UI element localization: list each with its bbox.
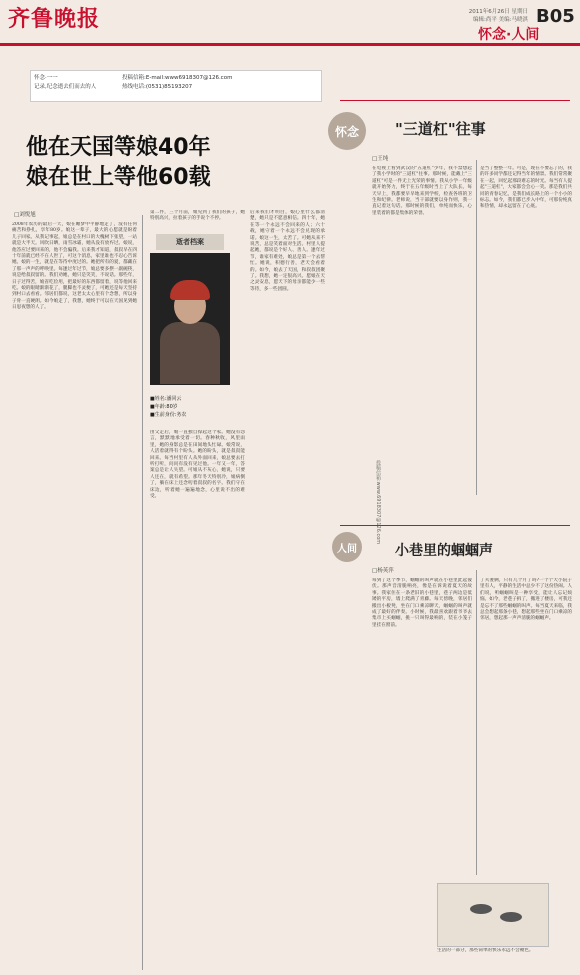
article3-title: 小巷里的蝈蝈声	[395, 543, 493, 559]
column-intro	[34, 74, 114, 92]
caption-age: ■年龄:80岁	[150, 404, 178, 410]
article3-text-col2: 了夫妻俩，只有几个月了吗?一个个大小院子里有人，平静的生活中总少不了这份热闹。人们说，听蝈蝈叫是一种享受，能让人忘记烦恼。如今，老巷子拆了，搬进了楼房，可我还是忘不了那些蝈蝈的叫声。每当夏天来临，我总会想起那条小巷，想起那些坐在门口乘凉的邻居，想起那一声声清脆的蝈蝈声。	[480, 578, 572, 622]
article3-text-end: 生活的一部分，那些简单的快乐永远不会褪色。	[437, 948, 534, 953]
article3-text-col1: 每到了这个季节，蝈蝈的叫声就在小巷里此起彼伏。那声音清脆响亮，像是在诉说着夏天的故事。我家住在一条老旧的小巷里，巷子两边是低矮的平房，墙上爬满了青藤。每天傍晚，邻居们搬出小板凳，坐在门口乘凉聊天，蝈蝈的叫声就成了最好的伴奏。小时候，我最喜欢跟着爷爷去集市上买蝈蝈，挑一只叫得最响的，装在小笼子里挂在窗前。	[372, 578, 472, 628]
article1-text-col2: 由父走后，娘一直独自撑起这个家。她没有怨言，默默地承受着一切。春种秋收，风里雨里，她的身影总是在田间地头忙碌。娘常说，人活着就得有个盼头。她的盼头，就是叔叔能回来。每当村里有人从外面回来，娘总要去打听打听，问问有没有见过他。一年又一年，答案总是让人失望。可娘从不灰心，她说，只要人还在，就有希望。那年冬天特别冷，娘病倒了，躺在床上还念叨着叔叔的名字。我们守在床边，听着她一遍遍地念，心里说不出的难受。	[150, 430, 245, 500]
article1-text-col1: 2008年农历的最后一天，娘在睡梦中平静地走了，没有任何痛苦和挣扎，享年80岁。娘这一辈子，最大的心愿就是盼着儿子回家。从我记事起，娘总是在村口的大槐树下张望，一站就是大半天。风吹日晒，雨雪冰霜，她从没有放弃过。娘说，他答应过要回来的，他不会骗我。后来我才知道，叔叔早在四十年前就已经不在人世了，可这个消息，家里谁也不忍心告诉她。娘的一生，就是在等待中度过的。她把所有的爱，都藏在了那一声声的呼唤里。每逢过年过节，娘总要多摆一副碗筷，说是给叔叔留的。我们劝她，她只是笑笑，不说话。那些年，日子过得苦，娘省吃俭用，把最好的东西都留着，说等他回来吃。娘的眼睛渐渐花了，腿脚也不灵便了，可她还是每天坚持到村口去看看。邻居们都说，这老太太心里有个念想，所以身子骨一直硬朗。如今娘走了，我想，她终于可以在天国见到她日思夜想的人了。	[12, 222, 137, 311]
article2-text-col2: 是当了整整一年。可是，现在不要忘了的，我的许多同学都还记得当年的情景。我们常常聚在一起，回忆起那段难忘的时光。每当有人提起"三道杠"，大家都会会心一笑。那是我们共同的青春记忆，是我们成长路上的一个小小的标志。如今，我们都已步入中年，可那份纯真和热情，却永远留在了心底。	[480, 166, 572, 210]
caption-role: ■生前身份:务农	[150, 412, 187, 418]
photo-label: 逝者档案	[156, 234, 224, 250]
section-title: 怀念·人间	[478, 27, 540, 43]
article2-text-col1: 在电视上看到武汉的"五道杠"少年，我不禁想起了我小学时的"三道杠"往事。那时候，能戴上"三道杠"可是一件无上光荣的事情。我从小学一年级就开始努力，终于在五年级时当上了大队长。每天早上，我都要早早地来到学校，检查各班的卫生和纪律。老师说，当干部就要以身作则，我一直记着这句话。那时候的我们，单纯而快乐，心里装着的都是集体的荣誉。	[372, 166, 472, 216]
page-number: B05	[536, 6, 575, 27]
sidebar-vertical-text: 投稿信箱:www.6918307@126.com	[375, 460, 381, 545]
insect-illustration-1	[470, 904, 492, 914]
contact-info	[122, 74, 312, 92]
portrait-hat	[170, 280, 210, 300]
column-name: 怀念·一一	[34, 75, 58, 81]
article2-title: "三道杠"往事	[395, 120, 486, 138]
insect-illustration-2	[500, 912, 522, 922]
headline-line-1: 他在天国等娘40年	[26, 135, 211, 160]
article3-divider	[476, 570, 477, 875]
article1-text-col3: 后来我们才明白，娘心里什么都清楚，她只是不愿意相信。四十年，她在等一个永远不会回来的人；六十载，她守着一个永远不会兑现的承诺。娘这一生，太苦了。可她从来不说苦，总是笑着面对生活。村里人提起她，都说是个好人、善人。逢年过节，谁家有难处，娘总是第一个去帮忙。她说，积德行善，老天会看着的。如今，娘去了天国，和叔叔团聚了。我想，她一定很高兴。愿娘在天之灵安息，愿天下的母亲都能少一些等待，多一些团圆。	[250, 210, 325, 292]
article1-text-col2-top: 第二件，三个月前，娘见到了我们的孩子，她特别高兴，拉着孩子的手说个不停。	[150, 210, 245, 222]
tag-huainian-badge: 怀念	[328, 112, 366, 150]
photo-caption	[150, 395, 245, 419]
article2-byline: □王纯	[372, 156, 389, 162]
article1-headline	[26, 133, 326, 193]
headline-line-2: 娘在世上等他60载	[26, 165, 211, 190]
masthead-logo: 齐鲁晚报	[8, 6, 101, 32]
header-rule	[0, 43, 580, 46]
article2-divider	[476, 160, 477, 495]
editor-line: 编辑:尚平 美编:马晓淇	[473, 17, 528, 23]
tag-renjian-badge: 人间	[332, 532, 362, 562]
illustration-box	[437, 883, 549, 947]
caption-name: ■姓名:潘同云	[150, 396, 182, 402]
date-line: 2011年6月26日 星期日	[468, 9, 528, 15]
column-divider	[142, 215, 143, 970]
hotline: 热线电话:(0531)85193207	[122, 84, 193, 90]
article3-byline: □杨英萍	[372, 568, 394, 574]
article1-byline: □刘悦旭	[14, 212, 36, 218]
portrait-body	[160, 322, 220, 384]
date-info	[418, 8, 528, 24]
submission-email: 投稿信箱:E-mail:www6918307@126.com	[122, 75, 233, 81]
section-rule	[340, 100, 570, 101]
column-desc: 记录,纪念逝去们而去的人	[34, 84, 97, 90]
section-rule-2	[340, 525, 570, 526]
